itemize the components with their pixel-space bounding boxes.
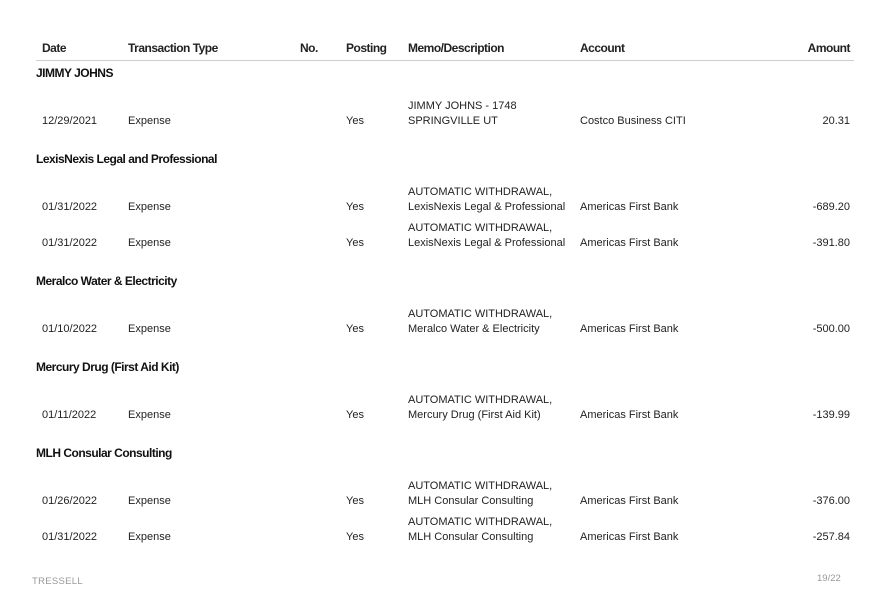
header-transaction-type: Transaction Type — [128, 41, 218, 55]
row-date: 01/31/2022 — [42, 531, 98, 543]
row-posting: Yes — [346, 531, 364, 543]
group-title: JIMMY JOHNS — [36, 66, 113, 80]
row-amount: -257.84 — [812, 531, 850, 543]
table-row — [36, 387, 854, 423]
row-memo-line: MLH Consular Consulting — [408, 531, 534, 543]
row-amount: -689.20 — [812, 201, 850, 213]
table-row — [36, 509, 854, 545]
row-transaction-type: Expense — [128, 115, 171, 127]
row-memo-line: LexisNexis Legal & Professional — [408, 237, 566, 249]
footer-company: TRESSELL — [32, 576, 83, 587]
row-memo-line: AUTOMATIC WITHDRAWAL, — [408, 222, 553, 234]
row-posting: Yes — [346, 115, 364, 127]
row-date: 01/26/2022 — [42, 495, 98, 507]
row-posting: Yes — [346, 409, 364, 421]
header-no: No. — [300, 41, 318, 55]
row-amount: 20.31 — [822, 115, 850, 127]
row-amount: -500.00 — [812, 323, 850, 335]
row-account: Americas First Bank — [580, 323, 679, 335]
row-memo — [408, 99, 580, 129]
row-transaction-type: Expense — [128, 531, 171, 543]
row-memo-line: MLH Consular Consulting — [408, 495, 534, 507]
row-memo-line: AUTOMATIC WITHDRAWAL, — [408, 516, 553, 528]
group-title: MLH Consular Consulting — [36, 446, 172, 460]
row-amount: -391.80 — [812, 237, 850, 249]
row-account: Americas First Bank — [580, 237, 679, 249]
row-transaction-type: Expense — [128, 237, 171, 249]
row-memo — [408, 221, 580, 251]
row-account: Americas First Bank — [580, 201, 679, 213]
header-memo: Memo/Description — [408, 41, 505, 55]
row-memo-line: LexisNexis Legal & Professional — [408, 201, 566, 213]
row-date: 01/31/2022 — [42, 201, 98, 213]
row-memo — [408, 515, 580, 545]
row-account: Americas First Bank — [580, 409, 679, 421]
row-memo-line: Meralco Water & Electricity — [408, 323, 540, 335]
group-title: Meralco Water & Electricity — [36, 274, 177, 288]
row-memo-line: AUTOMATIC WITHDRAWAL, — [408, 186, 553, 198]
report-body — [36, 66, 854, 545]
row-transaction-type: Expense — [128, 201, 171, 213]
header-account: Account — [580, 41, 625, 55]
row-transaction-type: Expense — [128, 495, 171, 507]
row-transaction-type: Expense — [128, 323, 171, 335]
row-memo-line: JIMMY JOHNS - 1748 — [408, 100, 517, 112]
table-header — [36, 36, 854, 61]
table-row — [36, 93, 854, 129]
header-date: Date — [42, 41, 67, 55]
table-row — [36, 301, 854, 337]
row-memo — [408, 393, 580, 423]
row-account: Americas First Bank — [580, 495, 679, 507]
table-row — [36, 473, 854, 509]
row-amount: -139.99 — [812, 409, 850, 421]
group-title: Mercury Drug (First Aid Kit) — [36, 360, 179, 374]
row-date: 12/29/2021 — [42, 115, 98, 127]
row-memo — [408, 479, 580, 509]
page-number: 19/22 — [817, 573, 841, 584]
header-posting: Posting — [346, 41, 387, 55]
row-memo — [408, 307, 580, 337]
row-account: Americas First Bank — [580, 531, 679, 543]
header-amount: Amount — [807, 41, 850, 55]
group-title: LexisNexis Legal and Professional — [36, 152, 217, 166]
row-memo-line: AUTOMATIC WITHDRAWAL, — [408, 308, 553, 320]
row-account: Costco Business CITI — [580, 115, 686, 127]
row-date: 01/31/2022 — [42, 237, 98, 249]
row-memo-line: SPRINGVILLE UT — [408, 115, 498, 127]
row-date: 01/11/2022 — [42, 409, 97, 421]
row-posting: Yes — [346, 201, 364, 213]
row-transaction-type: Expense — [128, 409, 171, 421]
row-memo — [408, 185, 580, 215]
table-row — [36, 215, 854, 251]
row-memo-line: AUTOMATIC WITHDRAWAL, — [408, 394, 553, 406]
table-row — [36, 179, 854, 215]
row-memo-line: Mercury Drug (First Aid Kit) — [408, 409, 541, 421]
transaction-report — [36, 36, 854, 545]
row-posting: Yes — [346, 323, 364, 335]
row-date: 01/10/2022 — [42, 323, 98, 335]
row-memo-line: AUTOMATIC WITHDRAWAL, — [408, 480, 553, 492]
row-amount: -376.00 — [812, 495, 850, 507]
row-posting: Yes — [346, 237, 364, 249]
row-posting: Yes — [346, 495, 364, 507]
